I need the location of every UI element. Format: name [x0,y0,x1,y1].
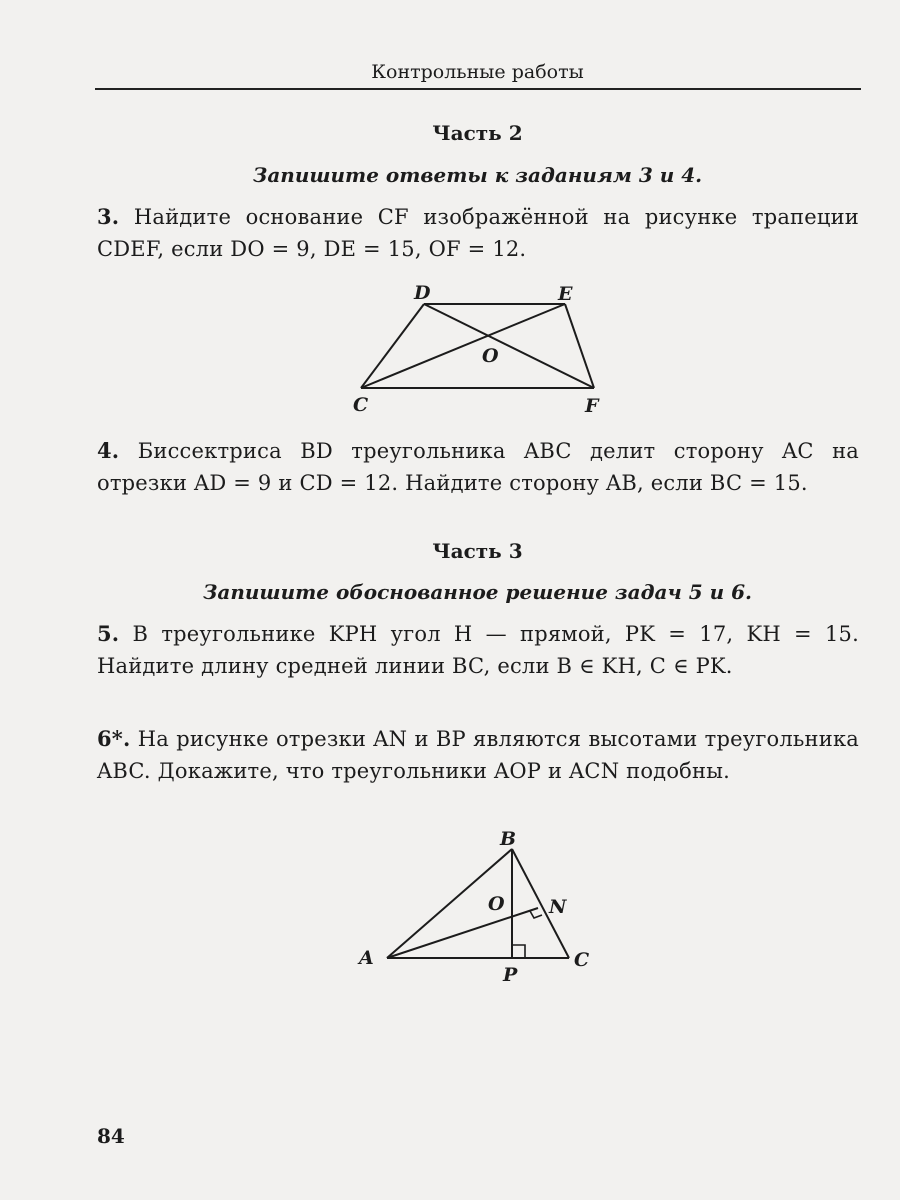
part3-title: Часть 3 [432,539,523,563]
label-c: C [353,394,369,416]
label-f: F [585,395,599,417]
right-angle-mark-p [512,945,525,958]
right-angle-mark-n [530,911,542,918]
running-title: Контрольные работы [371,61,584,83]
trapezoid-figure [340,278,620,418]
task-6-number: 6*. [97,726,131,751]
task-3-number: 3. [97,204,120,229]
task-3 [97,201,859,265]
part3-instruction: Запишите обоснованное решение задач 5 и 6. [202,580,753,604]
task-5 [97,618,859,682]
part2-title: Часть 2 [432,121,523,145]
label-o2: O [488,893,505,915]
task-6-text: На рисунке отрезки AN и BP являются высотами треугольника ABC. Докажите, что треугольники AOP и ACN подобны. [97,727,859,783]
header-rule [95,88,861,90]
altitude-an [387,908,538,958]
part2-instruction: Запишите ответы к заданиям 3 и 4. [252,163,703,187]
task-4-number: 4. [97,438,120,463]
page-number: 84 [97,1124,125,1148]
label-p: P [503,964,518,986]
task-3-text: Найдите основание CF изображённой на рисунке трапеции CDEF, если DO = 9, DE = 15, OF = 12. [97,205,859,261]
task-6 [97,723,859,787]
label-d: D [414,282,431,304]
task-4 [97,435,859,499]
label-o: O [482,345,499,367]
label-n: N [549,896,567,918]
task-4-text: Биссектриса BD треугольника ABC делит сторону AC на отрезки AD = 9 и CD = 12. Найдите сторону AB, если BC = 15. [97,439,859,495]
task-5-number: 5. [97,621,120,646]
label-b: B [500,828,517,850]
task-5-text: В треугольнике KPH угол H — прямой, PK = 17, KH = 15. Найдите длину средней линии BC, если B ∈ KH, C ∈ PK. [97,622,859,678]
triangle-figure [350,825,610,995]
label-c2: C [574,949,590,971]
label-a: A [359,947,374,969]
label-e: E [558,283,573,305]
